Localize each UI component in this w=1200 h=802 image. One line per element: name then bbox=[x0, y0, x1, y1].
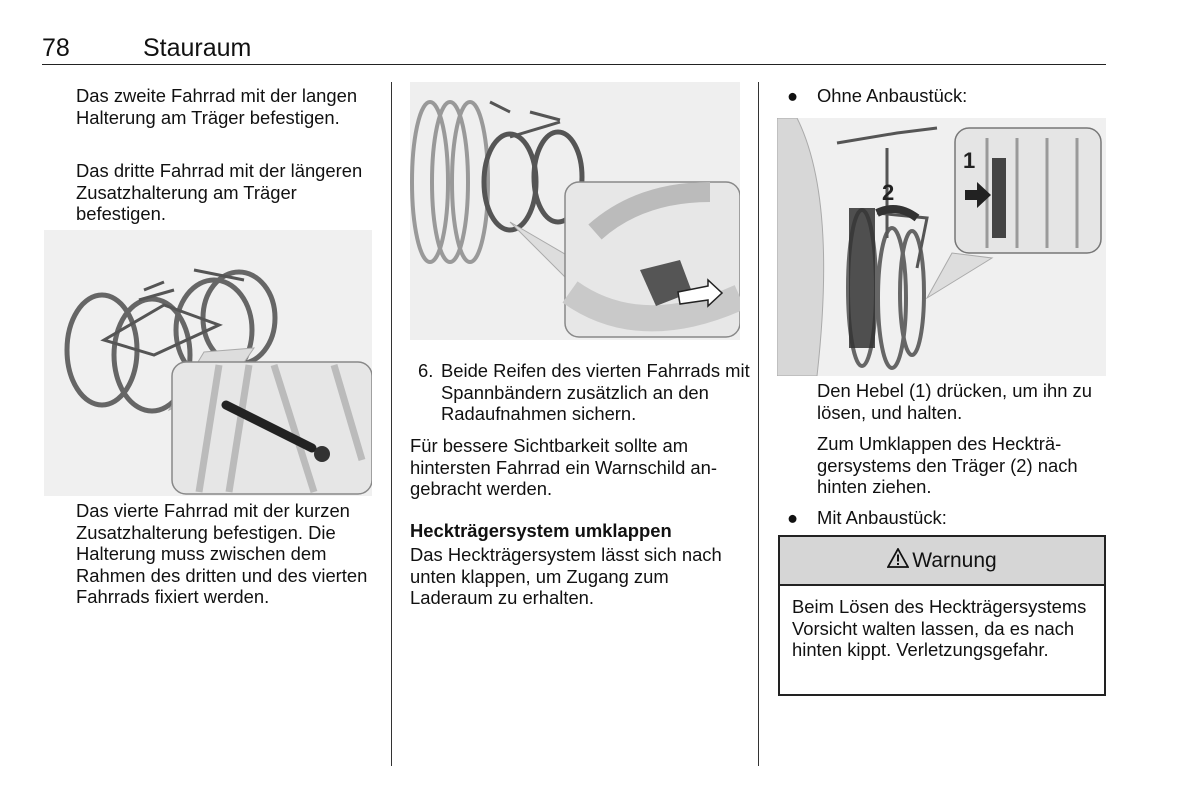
section-title: Stauraum bbox=[143, 34, 252, 62]
bullet-dot-1: ● bbox=[787, 85, 799, 106]
col3-para-2 bbox=[817, 433, 1109, 498]
col2-para-2 bbox=[410, 544, 745, 609]
warning-box bbox=[778, 535, 1106, 696]
bullet-dot-2: ● bbox=[787, 507, 799, 528]
callout-2-label: 2 bbox=[882, 180, 895, 205]
warning-text: Beim Lösen des Heckträgersystems Vorsicht walten lassen, da es nach hinten kippt. Verletzungsgefahr. bbox=[792, 596, 1087, 660]
bike-rack-fourth-bike-illustration bbox=[44, 230, 372, 496]
col3-para-1 bbox=[817, 380, 1109, 423]
callout-1-label: 1 bbox=[963, 148, 976, 173]
step-6-text: Beide Reifen des vierten Fahrrads mit Spannbändern zusätzlich an den Radaufnahmen sichern. bbox=[441, 360, 750, 424]
col2-para-1 bbox=[410, 435, 745, 500]
step-6 bbox=[441, 360, 751, 425]
col1-para-3 bbox=[76, 500, 376, 608]
col1-text-1: Das zweite Fahrrad mit der langen Halterung am Träger befestigen. bbox=[76, 85, 358, 128]
bullet-ohne-anbaustueck: Ohne Anbaustück: bbox=[817, 85, 968, 106]
step-number: 6. bbox=[418, 360, 434, 381]
tire-strap-illustration bbox=[410, 82, 740, 340]
col2-text-2: Das Heckträgersystem lässt sich nach unten klappen, um Zugang zum Laderaum zu erhalten. bbox=[410, 544, 722, 608]
warning-header bbox=[780, 537, 1104, 586]
col2-text-1: Für bessere Sichtbarkeit sollte am hintersten Fahrrad ein Warnschild angebracht werden. bbox=[410, 435, 717, 499]
col1-text-2: Das dritte Fahrrad mit der längeren Zusatzhalterung am Träger befestigen. bbox=[76, 160, 363, 224]
warning-title: Warnung bbox=[912, 548, 997, 572]
warning-triangle-icon bbox=[887, 548, 909, 574]
column-divider-1 bbox=[391, 82, 392, 766]
col1-text-3: Das vierte Fahrrad mit der kurzen Zusatzhalterung befestigen. Die Halterung muss zwischen dem Rahmen des dritten und des vierten Fahrrads fixiert werden. bbox=[76, 500, 368, 607]
column-divider-2 bbox=[758, 82, 759, 766]
col1-para-1 bbox=[76, 85, 368, 128]
page-number: 78 bbox=[42, 34, 70, 62]
warning-body bbox=[780, 586, 1104, 669]
bullet-mit-anbaustueck: Mit Anbaustück: bbox=[817, 507, 947, 528]
col1-para-2 bbox=[76, 160, 368, 225]
subheading-umklappen: Heckträgersystem umklappen bbox=[410, 520, 672, 541]
col3-text-2: Zum Umklappen des Heckträgersystems den Träger (2) nach hinten ziehen. bbox=[817, 433, 1078, 497]
rack-fold-lever-illustration bbox=[777, 118, 1106, 376]
col3-text-1: Den Hebel (1) drücken, um ihn zu lösen, und halten. bbox=[817, 380, 1092, 423]
header-rule bbox=[42, 64, 1106, 65]
